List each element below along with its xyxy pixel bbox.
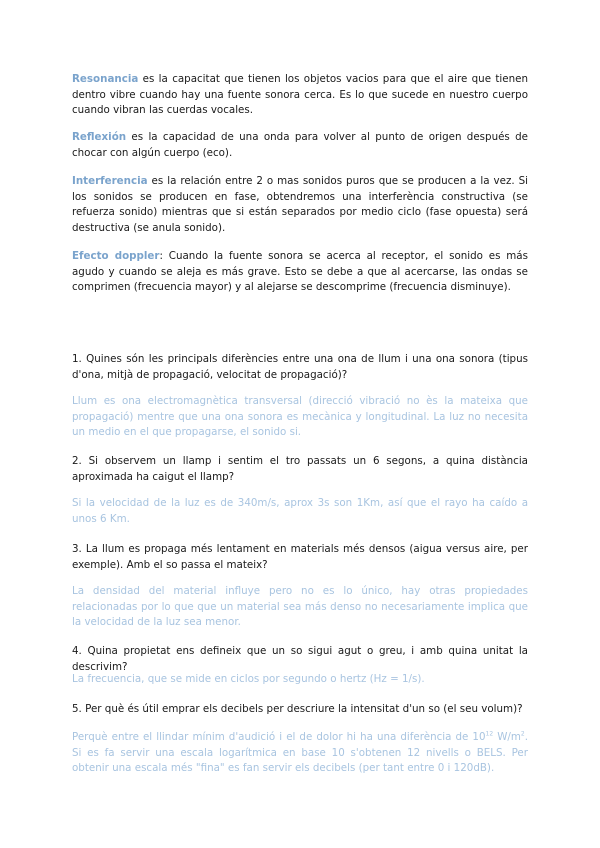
definition-text: es la relación entre 2 o mas sonidos puros que se producen a la vez. Si los sonidos se producen en fase, obtendremos una interferència constructiva (se refuerza sonido) mientras que si están separados por medio ciclo (fase opuesta) será destructiva (se anula sonido). — [72, 175, 528, 234]
question-4: 4. Quina propietat ens defineix que un so sigui agut o greu, i amb quina unitat la descrivim? — [72, 645, 528, 673]
answer-5-text-b: W/m — [493, 731, 521, 743]
definition-resonancia — [72, 72, 528, 119]
definition-text: : Cuando la fuente sonora se acerca al receptor, el sonido es más agudo y cuando se aleja es más grave. Esto se debe a que al acercarse, las ondas se comprimen (frecuencia mayor) y al alejarse se descomprime (frecuencia disminuye). — [72, 250, 528, 294]
question-1: 1. Quines són les principals diferències entre una ona de llum i una ona sonora (tipus d'ona, mitjà de propagació, velocitat de propagació)? — [72, 353, 528, 381]
question-3: 3. La llum es propaga més lentament en materials més densos (aigua versus aire, per exemple). Amb el so passa el mateix? — [72, 543, 528, 571]
answer-4: La frecuencia, que se mide en ciclos por segundo o hertz (Hz = 1/s). — [72, 673, 425, 685]
question-2: 2. Si observem un llamp i sentim el tro passats un 6 segons, a quina distància aproximada ha caigut el llamp? — [72, 455, 528, 483]
answer-5-text-c: . Si es fa servir una escala logarítmica en base 10 s'obtenen 12 nivells o BELS. Per obtenir una escala més "fina" es fan servir els decibels (per tant entre 0 i 120dB). — [72, 731, 528, 775]
definition-interferencia — [72, 174, 528, 236]
answer-2: Si la velocidad de la luz es de 340m/s, aprox 3s son 1Km, así que el rayo ha caído a unos 6 Km. — [72, 497, 528, 525]
term-label: Reflexión — [72, 131, 127, 143]
definition-reflexion — [72, 130, 528, 161]
answer-5-exponent: 12 — [485, 730, 494, 738]
definition-doppler — [72, 249, 528, 296]
term-label: Efecto doppler — [72, 250, 160, 262]
answer-5 — [72, 730, 528, 777]
term-label: Interferencia — [72, 175, 148, 187]
term-label: Resonancia — [72, 73, 139, 85]
question-5: 5. Per què és útil emprar els decibels per descriure la intensitat d'un so (el seu volum)? — [72, 703, 523, 715]
definition-text: es la capacitat que tienen los objetos vacios para que el aire que tienen dentro vibre cuando hay una fuente sonora cerca. Es lo que sucede en nuestro cuerpo cuando vibran las cuerdas vocales. — [72, 73, 528, 117]
definition-text: es la capacidad de una onda para volver al punto de origen después de chocar con algún cuerpo (eco). — [72, 131, 528, 159]
answer-5-text-a: Perquè entre el llindar mínim d'audició i el de dolor hi ha una diferència de 10 — [72, 731, 486, 743]
answer-5-exponent-2: 2 — [520, 730, 525, 738]
answer-1: Llum es ona electromagnètica transversal (direcció vibració no ès la mateixa que propagació) mentre que una ona sonora es mecànica y longitudinal. La luz no necesita un medio en el que propagarse, el sonido si. — [72, 395, 528, 439]
answer-3: La densidad del material influye pero no es lo único, hay otras propiedades relacionadas por lo que que un material sea más denso no necesariamente implica que la velocidad de la luz sea menor. — [72, 585, 528, 629]
